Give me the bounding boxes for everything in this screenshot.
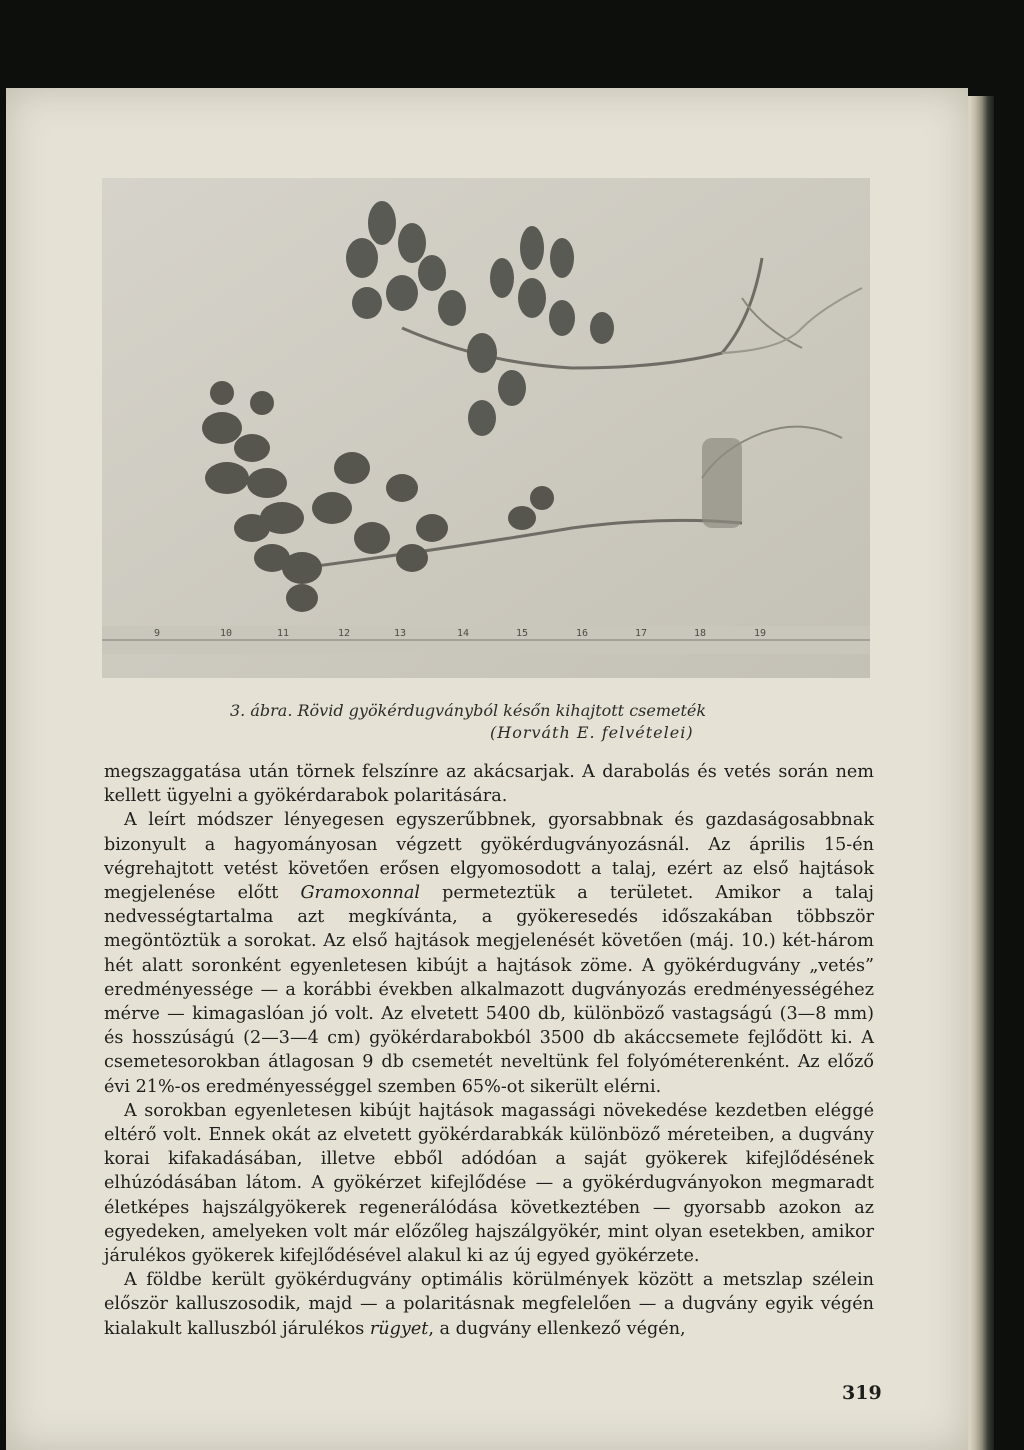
seedling-photograph [102, 178, 870, 678]
ruler-label: 18 [694, 628, 707, 639]
paragraph [104, 808, 874, 1098]
caption-credit: (Horváth E. felvételei) [490, 723, 694, 742]
body-text [104, 760, 874, 1341]
paragraph: megszaggatása után törnek felszínre az akácsarjak. A darabolás és vetés során nem kellett ügyelni a gyökérdarabok polaritására. [104, 762, 874, 807]
text-run: , a dugvány ellenkező végén, [428, 1318, 686, 1339]
italic-term: Gramoxonnal [300, 883, 421, 904]
ruler-label: 16 [576, 628, 589, 639]
ruler-label: 9 [154, 628, 161, 639]
paragraph [104, 1268, 874, 1341]
text-run: A leírt módszer lényegesen egyszerűbbnek, gyorsabbnak és gazdaságosabbnak bizonyult a hagyományosan végzett gyökérdugványozásnál. Az április 15-én végrehajtott vetést követően erősen elgyomosodott a talaj, ezért az első hajtások megjelenése előtt [104, 810, 874, 904]
ruler-label: 12 [338, 628, 351, 639]
ruler-label: 11 [277, 628, 290, 639]
ruler-label: 15 [516, 628, 529, 639]
figure-caption [200, 700, 880, 744]
ruler-label: 14 [457, 628, 470, 639]
italic-term: rügyet [369, 1318, 429, 1339]
ruler-label: 17 [635, 628, 648, 639]
paragraph: A sorokban egyenletesen kibújt hajtások magassági növekedése kezdetben eléggé eltérő volt. Ennek okát az elvetett gyökérdarabkák különböző méreteiben, a dugvány korai kifakadásában, illetve ebből adódóan a saját gyökerek kifejlődésének elhúzódásában látom. A gyökérzet kifejlődése — a gyökérdugványokon megmaradt életképes hajszálgyökerek regenerálódása következtében — gyorsabb azokon az egyedeken, amelyeken volt már előzőleg hajszálgyökér, mint olyan esetekben, amikor járulékos gyökerek kifejlődésével alakul ki az új egyed gyökérzete. [104, 1100, 874, 1267]
caption-title: 3. ábra. Rövid gyökérdugványból későn kihajtott csemeték [230, 701, 707, 720]
ruler-label: 19 [754, 628, 767, 639]
ruler-label: 10 [220, 628, 233, 639]
text-run: permeteztük a területet. Amikor a talaj nedvességtartalma azt megkívánta, a gyökeresedés időszakában többször megöntöztük a sorokat. Az első hajtások megjelenését követően (máj. 10.) két-három hét alatt soronként egyenletesen kibújt a hajtások zöme. A gyökérdugvány „vetés” eredményessége — a korábbi években alkalmazott dugványozás eredményességéhez mérve — kimagaslóan jó volt. Az elvetett 5400 db, különböző vastagságú (3—8 mm) és hosszúságú (2—3—4 cm) gyökérdarabokból 3500 db akáccsemete fejlődött ki. A csemetesorokban átlagosan 9 db csemetét neveltünk fel folyóméterenként. Az előző évi 21%-os eredményességgel szemben 65%-ot sikerült elérni. [104, 883, 874, 1097]
ruler-label: 13 [394, 628, 407, 639]
book-page-edges [964, 96, 994, 1450]
text-run: A földbe került gyökérdugvány optimális körülmények között a metszlap szélein először kalluszosodik, majd — a polaritásnak megfelelően — a dugvány egyik végén kialakult kalluszból járulékos [104, 1270, 874, 1339]
page-number: 319 [842, 1382, 882, 1404]
